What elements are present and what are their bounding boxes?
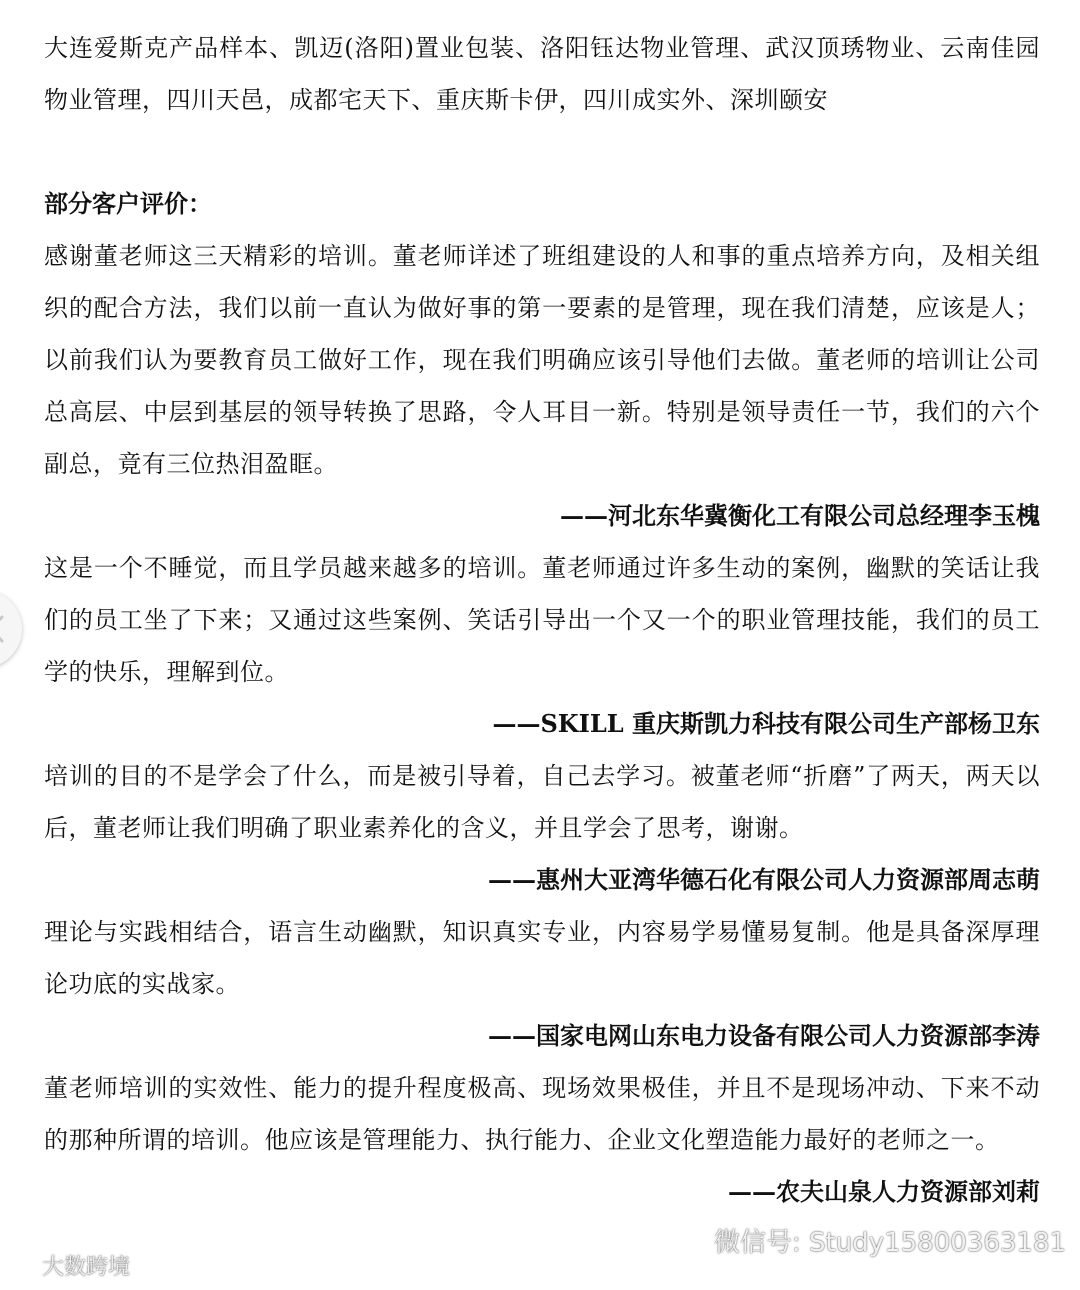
review-text: 培训的目的不是学会了什么，而是被引导着，自己去学习。被董老师“折磨”了两天，两天以后，董老师让我们明确了职业素养化的含义，并且学会了思考，谢谢。 — [44, 762, 1040, 842]
watermark-left-text: 大数跨境 — [42, 1255, 131, 1280]
wechat-icon — [668, 1226, 708, 1256]
review-text: 董老师培训的实效性、能力的提升程度极高、现场效果极佳，并且不是现场冲动、下来不动的那种所谓的培训。他应该是管理能力、执行能力、企业文化塑造能力最好的老师之一。 — [44, 1074, 1040, 1154]
review-signature: ——农夫山泉人力资源部刘莉 — [728, 1177, 1040, 1206]
review-signature: ——河北东华冀衡化工有限公司总经理李玉槐 — [560, 501, 1040, 530]
client-list-paragraph: 大连爱斯克产品样本、凯迈(洛阳)置业包装、洛阳钰达物业管理、武汉顶琇物业、云南佳园物业管理，四川天邑，成都宅天下、重庆斯卡伊，四川成实外、深圳颐安 — [44, 34, 1040, 114]
watermark-left — [10, 1250, 130, 1281]
watermark-right — [668, 1222, 1066, 1259]
section-heading: 部分客户评价： — [44, 189, 212, 218]
review-signature: ——惠州大亚湾华德石化有限公司人力资源部周志萌 — [488, 865, 1040, 894]
review-text: 感谢董老师这三天精彩的培训。董老师详述了班组建设的人和事的重点培养方向，及相关组织的配合方法，我们以前一直认为做好事的第一要素的是管理，现在我们清楚，应该是人；以前我们认为要教育员工做好工作，现在我们明确应该引导他们去做。董老师的培训让公司总高层、中层到基层的领导转换了思路，令人耳目一新。特别是领导责任一节，我们的六个副总，竟有三位热泪盈眶。 — [44, 242, 1040, 478]
review-text: 理论与实践相结合，语言生动幽默，知识真实专业，内容易学易懂易复制。他是具备深厚理论功底的实战家。 — [44, 918, 1040, 998]
review-signature: ——SKILL 重庆斯凯力科技有限公司生产部杨卫东 — [492, 709, 1040, 738]
review-signature: ——国家电网山东电力设备有限公司人力资源部李涛 — [488, 1021, 1040, 1050]
review-text: 这是一个不睡觉，而且学员越来越多的培训。董老师通过许多生动的案例，幽默的笑话让我们的员工坐了下来；又通过这些案例、笑话引导出一个又一个的职业管理技能，我们的员工学的快乐，理解到位。 — [44, 554, 1040, 686]
logo-icon — [10, 1255, 38, 1277]
document-body — [44, 22, 1040, 1218]
watermark-right-text: 微信号: Study15800363181 — [714, 1228, 1067, 1258]
chevron-left-icon — [0, 614, 8, 644]
back-handle-button[interactable] — [0, 590, 22, 668]
